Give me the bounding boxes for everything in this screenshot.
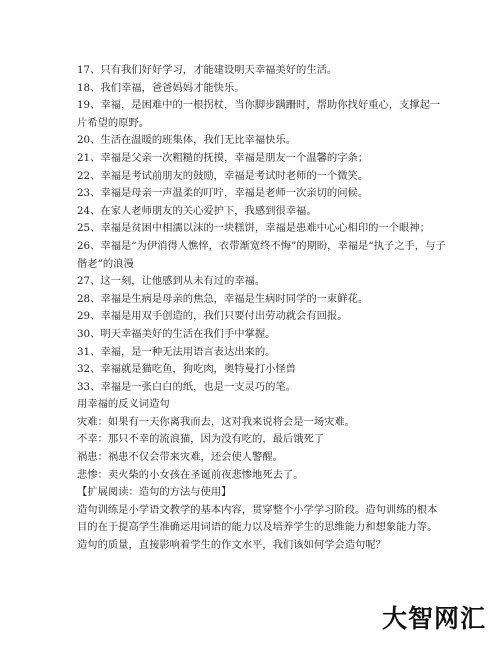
sentence-32: 32、幸福就是猫吃鱼，狗吃肉，奥特曼打小怪兽 xyxy=(77,363,297,376)
sentence-21: 21、幸福是父亲一次粗糙的抚摸，幸福是朋友一个温馨的字条； xyxy=(77,151,369,164)
extended-reading-heading: 【扩展阅读：造句的方法与使用】 xyxy=(77,486,232,499)
antonym-heading: 用幸福的反义词造句 xyxy=(77,398,170,411)
extended-reading-paragraph: 造句训练是小学语文教学的基本内容，贯穿整个小学学习阶段。造句训练的根本目的在于提高学生准确运用词语的能力以及培养学生的思维能力和想象能力等。造句的质量，直接影响着学生的作文水平，我们该如何学会造句呢？ xyxy=(77,503,438,552)
antonym-disaster: 灾难：如果有一天你离我而去，这对我来说将会是一场灾难。 xyxy=(77,415,356,428)
sentence-27: 27、这一刻，让他感到从未有过的幸福。 xyxy=(77,275,266,288)
sentence-18: 18、我们幸福，爸爸妈妈才能快乐。 xyxy=(77,81,245,94)
sentence-23: 23、幸福是母亲一声温柔的叮咛，幸福是老师一次亲切的问候。 xyxy=(77,187,369,200)
sentence-25: 25、幸福是贫困中相濡以沫的一块糕饼，幸福是患难中心心相印的一个眼神； xyxy=(77,222,430,235)
sentence-29: 29、幸福是用双手创造的，我们只要付出劳动就会有回报。 xyxy=(77,310,348,323)
sentence-22: 22、幸福是考试前朋友的鼓励，幸福是考试时老师的一个微笑。 xyxy=(77,169,369,182)
document-body xyxy=(77,62,447,555)
antonym-tragic: 悲惨：卖火柴的小女孩在圣诞前夜悲惨地死去了。 xyxy=(77,468,304,481)
watermark-logo: 大智网汇 xyxy=(381,604,486,633)
antonym-misfortune: 不幸：那只不幸的流浪猫，因为没有吃的，最后饿死了 xyxy=(77,433,325,446)
sentence-20: 20、生活在温暖的班集体，我们无比幸福快乐。 xyxy=(77,134,297,147)
sentence-33: 33、幸福是一张白白的纸，也是一支灵巧的笔。 xyxy=(77,380,297,393)
sentence-26: 26、幸福是“为伊消得人憔悴，衣带渐宽终不悔”的期盼，幸福是“执子之手，与子偕老”的浪漫 xyxy=(77,239,446,270)
sentence-19: 19、幸福，是困难中的一根拐杖，当你脚步蹒跚时，帮助你找好重心，支撑起一片希望的原野。 xyxy=(77,99,441,129)
sentence-31: 31、幸福，是一种无法用语言表达出来的。 xyxy=(77,345,276,358)
antonym-calamity: 祸患：祸患不仅会带来灾难，还会使人警醒。 xyxy=(77,451,283,464)
sentence-24: 24、在家人老师朋友的关心爱护下，我感到很幸福。 xyxy=(77,204,317,217)
sentence-28: 28、幸福是生病是母亲的焦急，幸福是生病时同学的一束鲜花。 xyxy=(77,292,369,305)
sentence-30: 30、明天幸福美好的生活在我们手中掌握。 xyxy=(77,327,276,340)
sentence-17: 17、只有我们好好学习，才能建设明天幸福美好的生活。 xyxy=(77,64,338,76)
